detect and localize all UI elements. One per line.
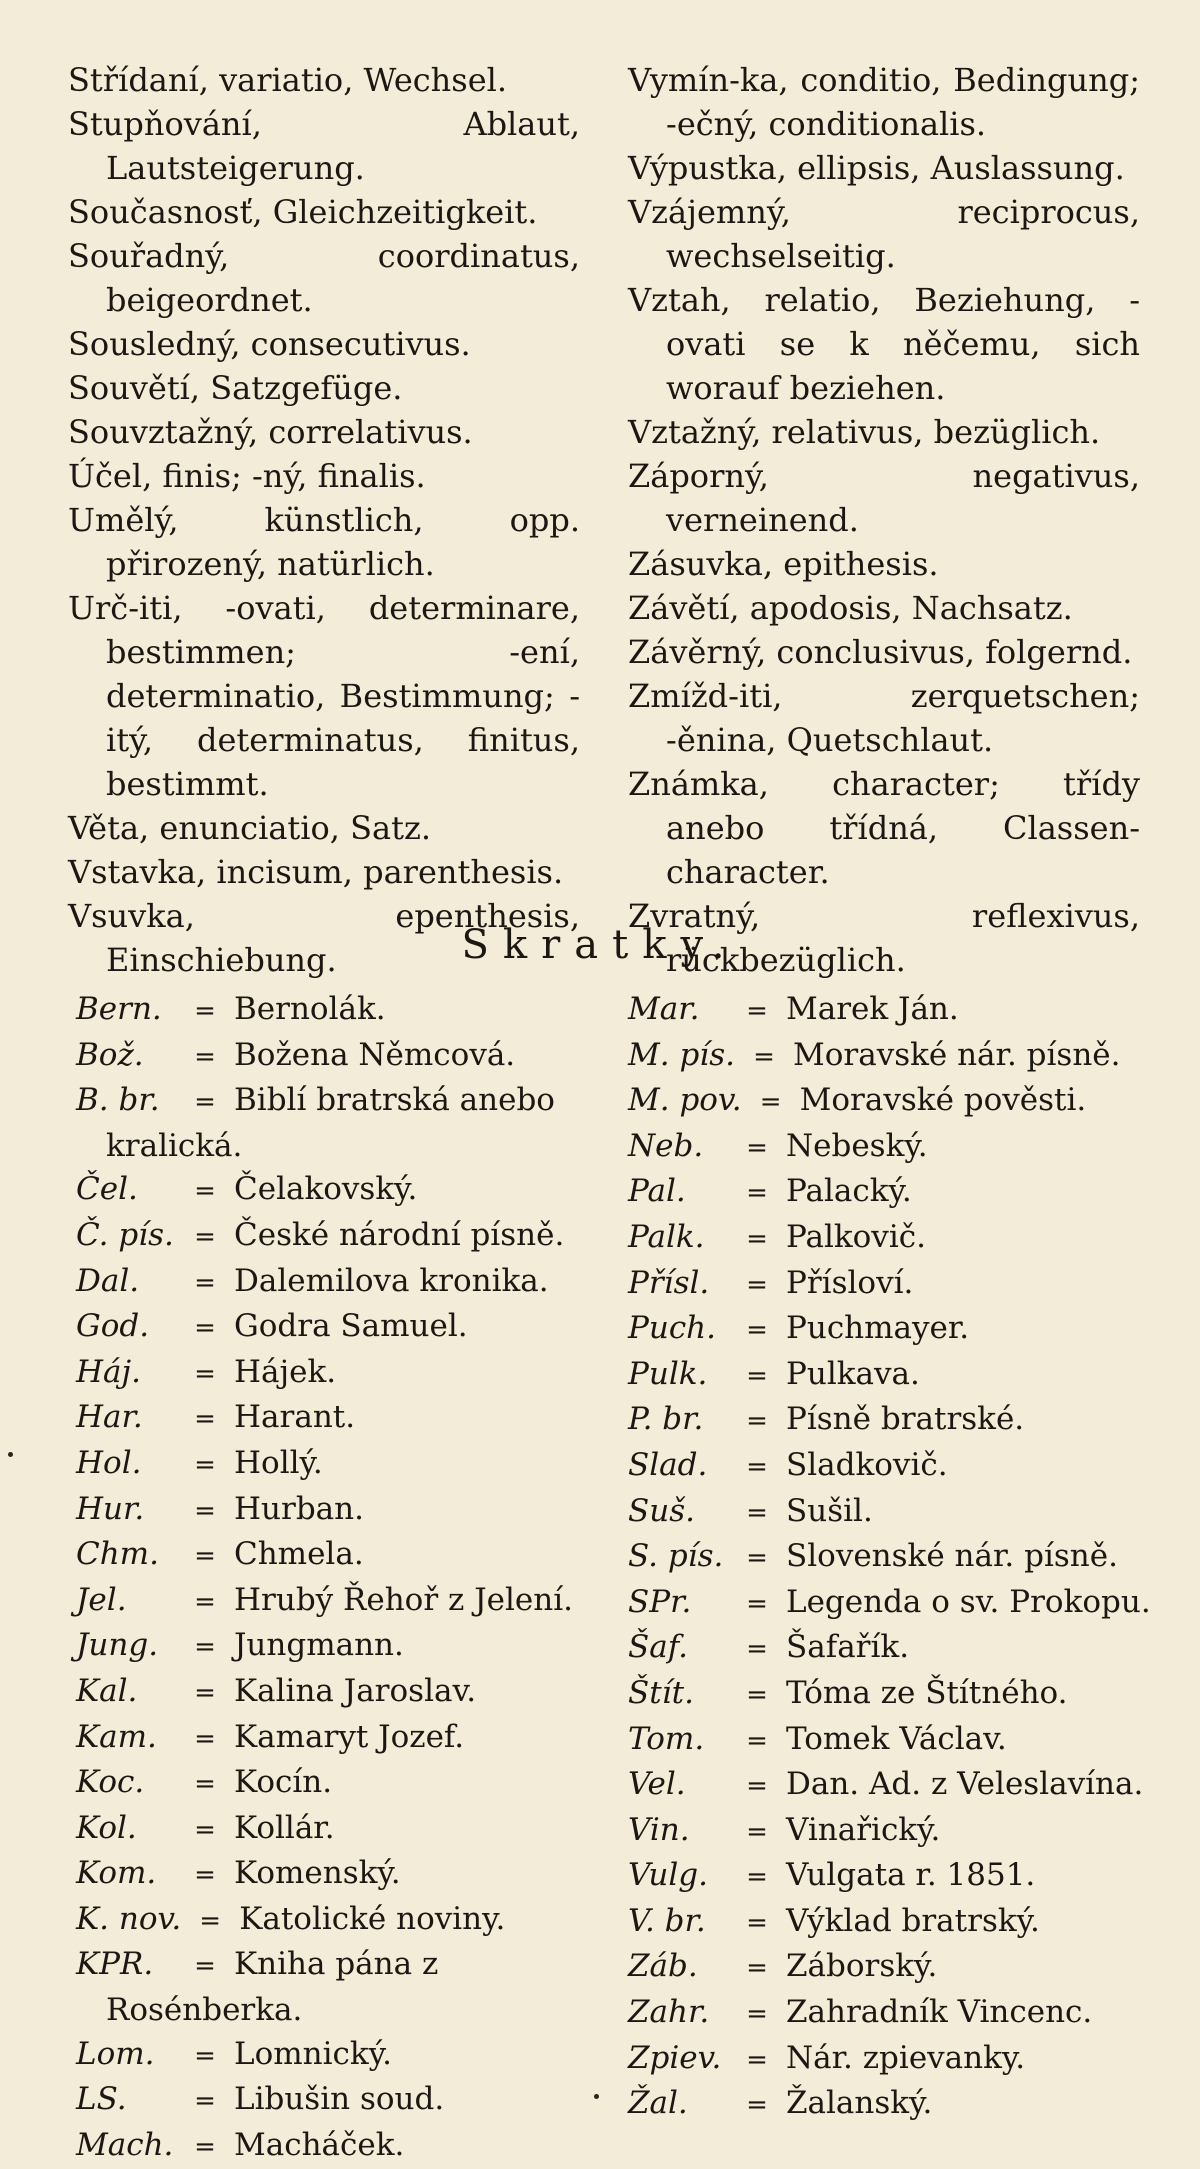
source-name: Kalina Jaroslav. [234, 1672, 477, 1709]
source-name: Záborský. [786, 1948, 938, 1985]
abbreviation: Zahr. [628, 1994, 710, 2031]
source-name: Slovenské nár. písně. [786, 1538, 1118, 1575]
abbreviation: Kam. [76, 1718, 157, 1755]
equals-sign: = [194, 1723, 216, 1754]
source-name: Kocín. [234, 1764, 333, 1801]
abbreviation: Bern. [76, 991, 162, 1027]
source-name: Moravské pověsti. [799, 1082, 1087, 1119]
glossary-entry: Známka, character; třídy anebo třídná, Classen-character. [628, 765, 1140, 891]
ink-speck [594, 2094, 599, 2099]
abbreviation: Žal. [628, 2085, 688, 2122]
equals-sign: = [746, 1543, 768, 1574]
equals-sign: = [194, 1495, 216, 1526]
abbreviation-entry [628, 1945, 1168, 1991]
equals-sign: = [194, 1267, 216, 1298]
abbreviation: Lom. [76, 2035, 155, 2072]
source-name: České národní písně. [234, 1216, 565, 1253]
glossary-entry: Souvztažný, correlativus. [68, 413, 473, 451]
glossary-entry: Vstavka, incisum, parenthesis. [68, 853, 564, 891]
abbreviation: Jung. [76, 1627, 159, 1664]
glossary-entry: Závětí, apodosis, Nachsatz. [628, 589, 1073, 627]
equals-sign: = [194, 996, 216, 1026]
abbreviation-entry [76, 2124, 596, 2169]
abbreviations-right-column [628, 988, 1168, 2128]
glossary-entry: Věta, enunciatio, Satz. [68, 809, 431, 847]
glossary-entry: Souřadný, coordinatus, beigeordnet. [68, 237, 580, 319]
abbreviation: S. pís. [628, 1538, 724, 1575]
equals-sign: = [194, 1404, 216, 1435]
section-heading: Skratky. [461, 922, 739, 968]
glossary-entry: Vztažný, relativus, bezüglich. [628, 413, 1101, 451]
abbreviation-entry [76, 1305, 596, 1351]
equals-sign: = [746, 1999, 768, 2030]
abbreviation: Palk. [628, 1218, 705, 1255]
abbreviation: Koc. [76, 1764, 145, 1801]
equals-sign: = [746, 2090, 768, 2121]
equals-sign: = [746, 996, 768, 1026]
abbreviation: Vulg. [628, 1857, 708, 1894]
glossary-entry: Vzájemný, reciprocus, wechselseitig. [628, 193, 1140, 275]
equals-sign: = [194, 1087, 216, 1118]
glossary-entry: Sousledný, consecutivus. [68, 325, 471, 363]
glossary-entry: Zásuvka, epithesis. [628, 545, 939, 583]
source-name: Moravské nár. písně. [792, 1036, 1121, 1073]
abbreviation-entry [628, 1991, 1168, 2037]
source-name: Tomek Václav. [786, 1720, 1007, 1757]
abbreviation: M. pís. [628, 1036, 735, 1073]
source-name: Biblí bratrská anebo kralická. [106, 1082, 555, 1164]
abbreviation-entry [76, 1761, 596, 1807]
equals-sign: = [746, 1497, 768, 1528]
equals-sign: = [194, 1313, 216, 1344]
abbreviation: Kom. [76, 1855, 157, 1892]
equals-sign: = [746, 1588, 768, 1619]
source-name: Dan. Ad. z Veleslavína. [786, 1766, 1144, 1803]
abbreviation: Hur. [76, 1490, 145, 1527]
ink-speck [8, 1452, 13, 1457]
abbreviation-entry [76, 1670, 596, 1716]
abbreviation: Jel. [76, 1581, 127, 1618]
source-name: Sušil. [786, 1492, 873, 1529]
source-name: Marek Ján. [786, 991, 959, 1027]
equals-sign: = [194, 1677, 216, 1708]
source-name: Vinařický. [786, 1811, 941, 1848]
source-name: Jungmann. [234, 1627, 404, 1664]
abbreviation-entry [76, 1260, 596, 1306]
abbreviation: Tom. [628, 1720, 705, 1757]
equals-sign: = [746, 1132, 768, 1163]
equals-sign: = [194, 2086, 216, 2117]
abbreviation: Pal. [628, 1173, 686, 1210]
abbreviation: Vel. [628, 1766, 686, 1803]
equals-sign: = [759, 1087, 782, 1118]
source-name: Kollár. [234, 1809, 335, 1846]
abbreviation-entry [628, 2037, 1168, 2083]
abbreviation: Neb. [628, 1127, 704, 1164]
source-name: Hollý. [234, 1444, 323, 1481]
source-name: Macháček. [234, 2126, 405, 2163]
abbreviation: B. br. [76, 1082, 160, 1119]
abbreviation-entry [628, 1626, 1168, 1672]
abbreviation: Kal. [76, 1672, 138, 1709]
source-name: Godra Samuel. [234, 1308, 468, 1345]
source-name: Bernolák. [234, 991, 386, 1027]
abbreviation: Kol. [76, 1809, 137, 1846]
abbreviation-entry [76, 1396, 596, 1442]
source-name: Písně bratrské. [786, 1401, 1025, 1438]
equals-sign: = [194, 1814, 216, 1845]
glossary-entry: Výpustka, ellipsis, Auslassung. [628, 149, 1125, 187]
abbreviation-entry [628, 1581, 1168, 1627]
glossary-entry: Současnosť, Gleichzeitigkeit. [68, 193, 538, 231]
abbreviation-entry [628, 1490, 1168, 1536]
abbreviation: Štít. [628, 1674, 694, 1711]
abbreviation: Puch. [628, 1310, 717, 1347]
glossary-entry: Zvratný, reflexivus, rückbezüglich. [628, 897, 1140, 979]
glossary-left-column [68, 58, 580, 982]
abbreviation-entry [76, 1079, 596, 1168]
abbreviation-entry [76, 1579, 596, 1625]
source-name: Hurban. [234, 1490, 364, 1527]
abbreviation-entry [76, 988, 596, 1034]
equals-sign: = [194, 1221, 216, 1252]
equals-sign: = [753, 1041, 775, 1072]
abbreviation-entry [628, 1216, 1168, 1262]
equals-sign: = [194, 1358, 216, 1389]
abbreviation: M. pov. [628, 1082, 742, 1119]
abbreviation: Har. [76, 1399, 143, 1436]
abbreviation-entry [628, 1672, 1168, 1718]
abbreviation-entry [76, 1943, 596, 2032]
source-name: Nár. zpievanky. [786, 2039, 1026, 2076]
source-name: Kamaryt Jozef. [234, 1718, 465, 1755]
abbreviation: Šaf. [628, 1629, 688, 1666]
source-name: Legenda o sv. Prokopu. [786, 1583, 1151, 1620]
glossary-entry: Souvětí, Satzgefüge. [68, 369, 403, 407]
source-name: Kniha pána z Rosénberka. [106, 1946, 439, 2029]
abbreviation-entry [628, 1170, 1168, 1216]
equals-sign: = [194, 1041, 216, 1072]
abbreviation-entry [628, 1763, 1168, 1809]
abbreviation-entry [76, 1624, 596, 1670]
source-name: Tóma ze Štítného. [786, 1674, 1068, 1711]
glossary-entry: Vymín-ka, conditio, Bedingung; -ečný, conditionalis. [628, 61, 1140, 143]
glossary-entry: Účel, finis; -ný, finalis. [68, 457, 426, 495]
abbreviation: Zpiev. [628, 2039, 722, 2076]
abbreviation: Čel. [76, 1171, 138, 1208]
source-name: Zahradník Vincenc. [786, 1994, 1093, 2031]
abbreviation-entry [76, 1034, 596, 1080]
glossary-entry: Stupňování, Ablaut, Lautsteigerung. [68, 105, 580, 187]
abbreviation: Hol. [76, 1444, 142, 1481]
abbreviation-entry [76, 1716, 596, 1762]
abbreviation: Slad. [628, 1446, 708, 1483]
source-name: Vulgata r. 1851. [786, 1857, 1036, 1894]
source-name: Harant. [234, 1399, 356, 1436]
source-name: Palacký. [786, 1173, 912, 1210]
equals-sign: = [746, 1862, 768, 1893]
abbreviation-entry [76, 1533, 596, 1579]
source-name: Palkovič. [786, 1218, 926, 1255]
source-name: Žalanský. [786, 2085, 933, 2122]
equals-sign: = [194, 1860, 216, 1891]
abbreviation: Záb. [628, 1948, 698, 1985]
equals-sign: = [746, 1634, 768, 1665]
abbreviation: Dal. [76, 1262, 140, 1299]
abbreviation-entry [628, 1307, 1168, 1353]
source-name: Čelakovský. [234, 1171, 418, 1208]
abbreviation: K. nov. [76, 1900, 182, 1937]
abbreviation: LS. [76, 2081, 127, 2118]
abbreviation-entry [76, 1898, 596, 1944]
abbreviations-left-column [76, 988, 596, 2169]
abbreviation: Mach. [76, 2126, 174, 2163]
abbreviation-entry [628, 1262, 1168, 1308]
abbreviation-entry [628, 1353, 1168, 1399]
abbreviation-entry [628, 1444, 1168, 1490]
abbreviation-entry [628, 1079, 1168, 1125]
equals-sign: = [746, 1725, 768, 1756]
glossary-entry: Umělý, künstlich, opp. přirozený, natürlich. [68, 501, 580, 583]
abbreviation-entry [76, 1852, 596, 1898]
abbreviation-entry [76, 1168, 596, 1214]
source-name: Nebeský. [786, 1127, 928, 1164]
abbreviation: Vin. [628, 1811, 690, 1848]
source-name: Šafařík. [786, 1629, 910, 1666]
abbreviation: Pulk. [628, 1355, 708, 1392]
equals-sign: = [194, 1951, 216, 1982]
equals-sign: = [746, 1816, 768, 1847]
source-name: Komenský. [234, 1855, 401, 1892]
abbreviation-entry [628, 1125, 1168, 1171]
abbreviation: P. br. [628, 1401, 704, 1438]
source-name: Lomnický. [234, 2035, 392, 2072]
abbreviation-entry [628, 1809, 1168, 1855]
equals-sign: = [746, 1771, 768, 1802]
equals-sign: = [746, 1953, 768, 1984]
equals-sign: = [194, 2040, 216, 2071]
abbreviation: Mar. [628, 991, 700, 1027]
equals-sign: = [746, 1406, 768, 1437]
equals-sign: = [746, 1907, 768, 1938]
source-name: Přísloví. [786, 1264, 914, 1301]
abbreviation: KPR. [76, 1946, 154, 1983]
abbreviation-entry [76, 2033, 596, 2079]
abbreviation-entry [628, 1398, 1168, 1444]
equals-sign: = [194, 1176, 216, 1207]
source-name: Hrubý Řehoř z Jelení. [234, 1581, 573, 1618]
abbreviation: Suš. [628, 1492, 695, 1529]
equals-sign: = [746, 1269, 768, 1300]
equals-sign: = [746, 1315, 768, 1346]
glossary-entry: Záporný, negativus, verneinend. [628, 457, 1140, 539]
glossary-entry: Vsuvka, epenthesis, Einschiebung. [68, 897, 580, 979]
equals-sign: = [199, 1905, 222, 1936]
source-name: Božena Němcová. [234, 1036, 516, 1073]
abbreviation-entry [628, 1718, 1168, 1764]
equals-sign: = [194, 1586, 216, 1617]
equals-sign: = [746, 2044, 768, 2075]
source-name: Libušin soud. [234, 2081, 445, 2118]
abbreviation-entry [76, 1488, 596, 1534]
glossary-right-column [628, 58, 1140, 982]
equals-sign: = [194, 1541, 216, 1572]
source-name: Pulkava. [786, 1355, 920, 1392]
abbreviation: V. br. [628, 1902, 706, 1939]
glossary-entry: Vztah, relatio, Beziehung, -ovati se k něčemu, sich worauf beziehen. [628, 281, 1140, 407]
abbreviation: Chm. [76, 1536, 159, 1573]
glossary-entry: Zmížd-iti, zerquetschen; -ěnina, Quetschlaut. [628, 677, 1140, 759]
equals-sign: = [746, 1679, 768, 1710]
abbreviation: Háj. [76, 1353, 141, 1390]
glossary-entry: Závěrný, conclusivus, folgernd. [628, 633, 1133, 671]
equals-sign: = [746, 1360, 768, 1391]
glossary-entry: Střídaní, variatio, Wechsel. [68, 61, 508, 99]
abbreviation: SPr. [628, 1583, 692, 1620]
source-name: Puchmayer. [786, 1310, 970, 1347]
source-name: Chmela. [234, 1536, 364, 1573]
equals-sign: = [746, 1223, 768, 1254]
equals-sign: = [194, 2131, 216, 2162]
abbreviation-entry [76, 1807, 596, 1853]
abbreviation-entry [628, 1535, 1168, 1581]
abbreviation-entry [76, 2078, 596, 2124]
abbreviation-entry [76, 1351, 596, 1397]
abbreviation-entry [628, 1854, 1168, 1900]
source-name: Výklad bratrský. [786, 1902, 1040, 1939]
abbreviation-entry [628, 988, 1168, 1034]
abbreviation: Bož. [76, 1036, 144, 1073]
glossary-entry: Urč-iti, -ovati, determinare, bestimmen; -ení, determinatio, Bestimmung; -itý, determinatus, finitus, bestimmt. [68, 589, 580, 803]
abbreviation: Přísl. [628, 1264, 710, 1301]
equals-sign: = [194, 1449, 216, 1480]
equals-sign: = [746, 1451, 768, 1482]
abbreviation: God. [76, 1308, 150, 1345]
equals-sign: = [194, 1632, 216, 1663]
abbreviation-entry [76, 1214, 596, 1260]
abbreviation-entry [628, 1034, 1168, 1080]
source-name: Hájek. [234, 1353, 337, 1390]
source-name: Dalemilova kronika. [234, 1262, 549, 1299]
abbreviation: Č. pís. [76, 1216, 174, 1253]
abbreviation-entry [628, 1900, 1168, 1946]
abbreviation-entry [76, 1442, 596, 1488]
source-name: Katolické noviny. [239, 1900, 506, 1937]
source-name: Sladkovič. [786, 1446, 948, 1483]
equals-sign: = [746, 1178, 768, 1209]
abbreviation-entry [628, 2082, 1168, 2128]
equals-sign: = [194, 1769, 216, 1800]
